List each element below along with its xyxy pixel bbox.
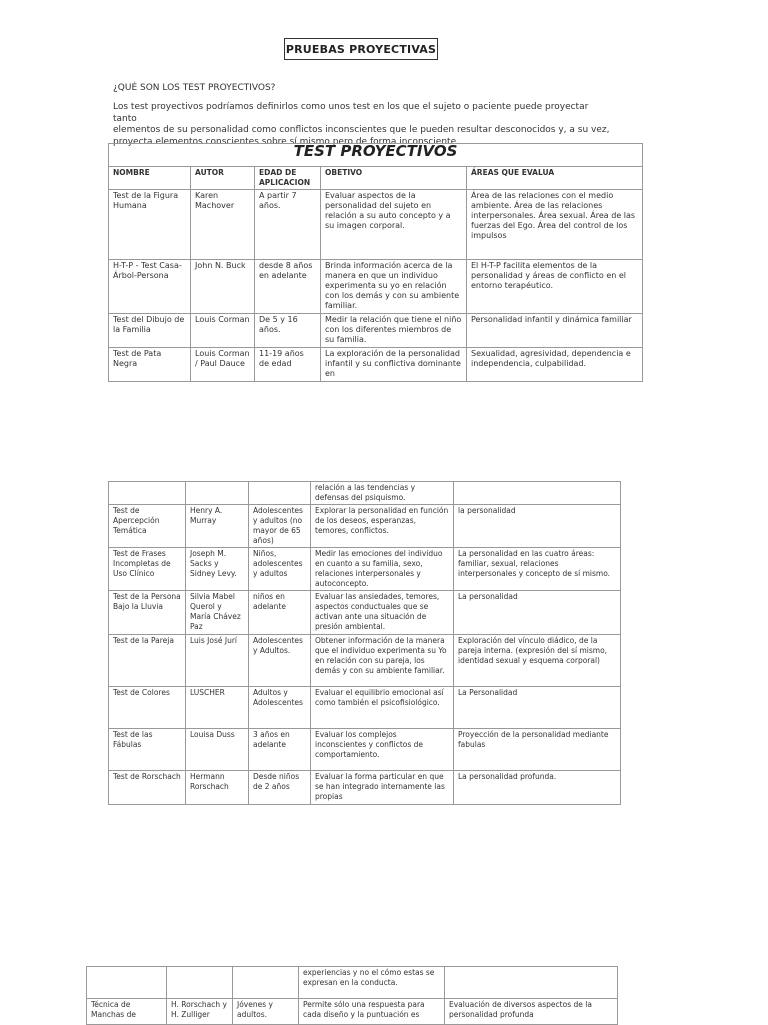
cell: Test de Pata Negra [109, 348, 191, 382]
cell: Test de Rorschach [109, 771, 186, 805]
cell: Evaluar las ansiedades, temores, aspectos conductuales que se activan ante una situación de presión ambiental. [311, 591, 454, 635]
cell: H. Rorschach y H. Zulliger [167, 999, 233, 1025]
cell: Niños, adolescentes y adultos [249, 548, 311, 591]
cell: Hermann Rorschach [186, 771, 249, 805]
cell: Exploración del vínculo diádico, de la pareja interna. (expresión del sí mismo, identidad sexual y esquema corporal) [454, 635, 621, 687]
cell: La personalidad profunda. [454, 771, 621, 805]
cell [249, 482, 311, 505]
cell: Permite sólo una respuesta para cada diseño y la puntuación es [299, 999, 445, 1025]
table-row [87, 999, 618, 1025]
test-table-main [108, 143, 643, 382]
cell: Karen Machover [191, 190, 255, 260]
test-table-continued-2 [86, 966, 618, 1025]
cell: Personalidad infantil y dinámica familiar [467, 314, 643, 348]
cell: Sexualidad, agresividad, dependencia e independencia, culpabilidad. [467, 348, 643, 382]
cell: Explorar la personalidad en función de los deseos, esperanzas, temores, conflictos. [311, 505, 454, 548]
cell [445, 967, 618, 999]
cell: desde 8 años en adelante [255, 260, 321, 314]
intro-paragraph [113, 102, 613, 148]
cell: Técnica de Manchas de [87, 999, 167, 1025]
table-caption: TEST PROYECTIVOS [109, 144, 643, 167]
table-row [109, 591, 621, 635]
cell: relación a las tendencias y defensas del psiquismo. [311, 482, 454, 505]
table-row [109, 348, 643, 382]
cell: Evaluar aspectos de la personalidad del sujeto en relación a su auto concepto y a su imagen corporal. [321, 190, 467, 260]
intro-line: Los test proyectivos podríamos definirlos como unos test en los que el sujeto o paciente puede proyectar tanto [113, 102, 589, 124]
table-header-row [109, 167, 643, 190]
cell: Adolescentes y adultos (no mayor de 65 años) [249, 505, 311, 548]
header-cell: OBETIVO [321, 167, 467, 190]
table-row [109, 687, 621, 729]
cell [167, 967, 233, 999]
header-cell: EDAD DE APLICACION [255, 167, 321, 190]
cell [454, 482, 621, 505]
table-row [109, 548, 621, 591]
page-title: PRUEBAS PROYECTIVAS [284, 38, 438, 60]
header-cell: NOMBRE [109, 167, 191, 190]
cell [186, 482, 249, 505]
cell: Test de la Figura Humana [109, 190, 191, 260]
cell: 11-19 años de edad [255, 348, 321, 382]
table-row [109, 260, 643, 314]
cell: Área de las relaciones con el medio ambiente. Área de las relaciones interpersonales. Área sexual. Área de las fuerzas del Ego. Área del control de los impulsos [467, 190, 643, 260]
table-row [109, 729, 621, 771]
intro-line: proyecta elementos conscientes sobre sí mismo pero de forma inconsciente. [113, 136, 459, 147]
header-cell: ÁREAS QUE EVALUA [467, 167, 643, 190]
table-row [109, 314, 643, 348]
cell: John N. Buck [191, 260, 255, 314]
header-cell: AUTOR [191, 167, 255, 190]
cell: Obtener información de la manera que el individuo experimenta su Yo en relación con su pareja, los demás y con su ambiente familiar. [311, 635, 454, 687]
cell: LUSCHER [186, 687, 249, 729]
table-row [109, 482, 621, 505]
cell: Evaluar los complejos inconscientes y conflictos de comportamiento. [311, 729, 454, 771]
cell: Evaluar el equilibrio emocional así como también el psicofisiológico. [311, 687, 454, 729]
cell: Evaluar la forma particular en que se han integrado internamente las propias [311, 771, 454, 805]
cell: De 5 y 16 años. [255, 314, 321, 348]
cell: Test de la Persona Bajo la Lluvia [109, 591, 186, 635]
cell: La personalidad en las cuatro áreas: familiar, sexual, relaciones interpersonales y concepto de sí mismo. [454, 548, 621, 591]
cell: Louis Corman [191, 314, 255, 348]
cell: Jóvenes y adultos. [233, 999, 299, 1025]
intro-line: elementos de su personalidad como conflictos inconscientes que le pueden resultar desconocidos y, a su vez, [113, 125, 610, 135]
cell: Test del Dibujo de la Familia [109, 314, 191, 348]
cell: Test de las Fábulas [109, 729, 186, 771]
cell: La Personalidad [454, 687, 621, 729]
cell: Luis José Jurí [186, 635, 249, 687]
cell: Test de Colores [109, 687, 186, 729]
cell: Medir la relación que tiene el niño con los diferentes miembros de su familia. [321, 314, 467, 348]
cell: 3 años en adelante [249, 729, 311, 771]
cell: experiencias y no el cómo estas se expresan en la conducta. [299, 967, 445, 999]
cell [87, 967, 167, 999]
test-table-continued [108, 481, 621, 805]
cell: Test de Frases Incompletas de Uso Clínico [109, 548, 186, 591]
cell: Adolescentes y Adultos. [249, 635, 311, 687]
cell [233, 967, 299, 999]
cell: Proyección de la personalidad mediante fabulas [454, 729, 621, 771]
cell: Louisa Duss [186, 729, 249, 771]
cell: La personalidad [454, 591, 621, 635]
cell: Medir las emociones del individuo en cuanto a su familia, sexo, relaciones interpersonales y autoconcepto. [311, 548, 454, 591]
cell: Adultos y Adolescentes [249, 687, 311, 729]
cell: Louis Corman / Paul Dauce [191, 348, 255, 382]
cell: A partir 7 años. [255, 190, 321, 260]
cell: H-T-P - Test Casa-Árbol-Persona [109, 260, 191, 314]
table-row [109, 190, 643, 260]
cell: Silvia Mabel Querol y María Chávez Paz [186, 591, 249, 635]
section-question: ¿QUÉ SON LOS TEST PROYECTIVOS? [113, 83, 276, 93]
cell: Desde niños de 2 años [249, 771, 311, 805]
table-row [87, 967, 618, 999]
cell: La exploración de la personalidad infantil y su conflictiva dominante en [321, 348, 467, 382]
table-row [109, 771, 621, 805]
cell: niños en adelante [249, 591, 311, 635]
cell: la personalidad [454, 505, 621, 548]
cell: Brinda información acerca de la manera en que un individuo experimenta su yo en relación con los demás y con su ambiente familiar. [321, 260, 467, 314]
cell: Test de Apercepción Temática [109, 505, 186, 548]
cell: El H-T-P facilita elementos de la personalidad y áreas de conflicto en el entorno terapéutico. [467, 260, 643, 314]
cell: Henry A. Murray [186, 505, 249, 548]
cell [109, 482, 186, 505]
cell: Evaluación de diversos aspectos de la personalidad profunda [445, 999, 618, 1025]
cell: Joseph M. Sacks y Sidney Levy. [186, 548, 249, 591]
table-row [109, 635, 621, 687]
cell: Test de la Pareja [109, 635, 186, 687]
table-row [109, 505, 621, 548]
